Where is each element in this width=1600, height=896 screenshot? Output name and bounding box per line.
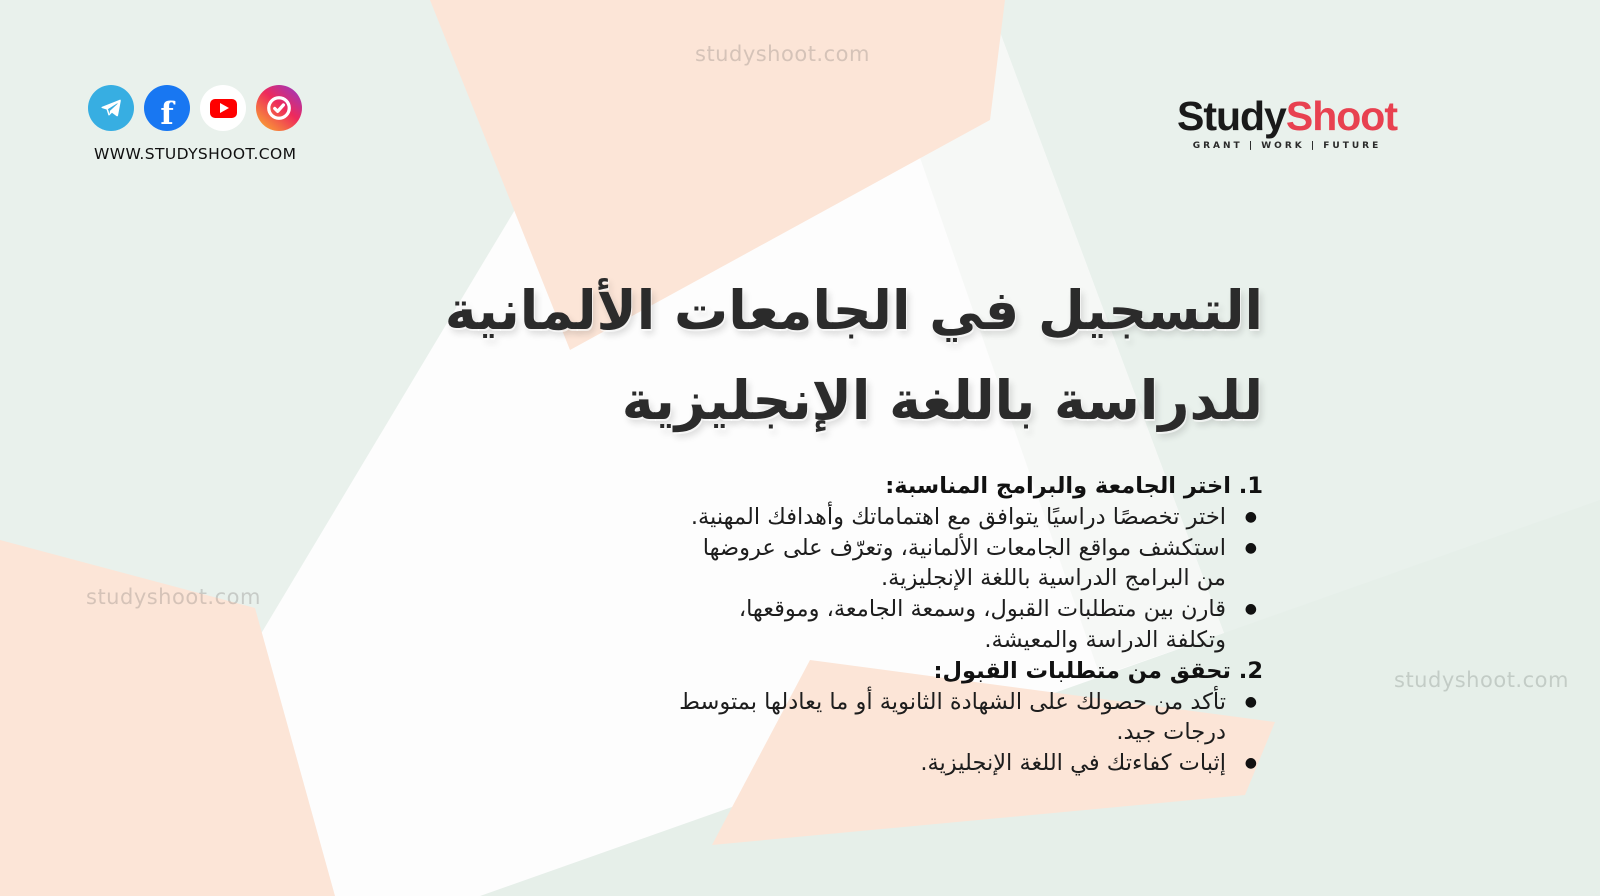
telegram-icon bbox=[88, 85, 134, 131]
list-item: ● اختر تخصصًا دراسيًا يتوافق مع اهتماماتك وأهدافك المهنية. bbox=[678, 502, 1263, 533]
list-item: ● إثبات كفاءتك في اللغة الإنجليزية. bbox=[678, 748, 1263, 779]
list-item: ● استكشف مواقع الجامعات الألمانية، وتعرّف على عروضها من البرامج الدراسية باللغة الإنجليزية. bbox=[678, 533, 1263, 595]
title-line-2: للدراسة باللغة الإنجليزية bbox=[621, 369, 1263, 432]
brand-logo bbox=[1172, 93, 1402, 151]
section-1-heading: 1. اختر الجامعة والبرامج المناسبة: bbox=[885, 473, 1263, 499]
list-item: ● تأكد من حصولك على الشهادة الثانوية أو ما يعادلها بمتوسط درجات جيد. bbox=[678, 687, 1263, 749]
logo-shoot: Shoot bbox=[1285, 93, 1398, 139]
watermark: studyshoot.com bbox=[1394, 668, 1569, 692]
watermark: studyshoot.com bbox=[695, 42, 870, 66]
logo-study: Study bbox=[1176, 93, 1286, 139]
logo-tagline: GRANT | WORK | FUTURE bbox=[1192, 141, 1382, 151]
section-2-heading: 2. تحقق من متطلبات القبول: bbox=[933, 657, 1263, 684]
section-1-list bbox=[678, 502, 1263, 656]
social-links bbox=[88, 85, 302, 131]
youtube-icon bbox=[200, 85, 246, 131]
instagram-verified-icon bbox=[256, 85, 302, 131]
content-body bbox=[678, 471, 1263, 779]
list-item: ● قارن بين متطلبات القبول، وسمعة الجامعة، وموقعها، وتكلفة الدراسة والمعيشة. bbox=[678, 594, 1263, 656]
page-title bbox=[283, 266, 1263, 446]
logo-wordmark bbox=[1172, 93, 1402, 139]
title-line-1: التسجيل في الجامعات الألمانية bbox=[444, 279, 1263, 342]
section-2-list bbox=[678, 687, 1263, 779]
watermark: studyshoot.com bbox=[86, 585, 261, 609]
website-url: WWW.STUDYSHOOT.COM bbox=[94, 145, 297, 163]
facebook-icon: f bbox=[144, 85, 190, 131]
